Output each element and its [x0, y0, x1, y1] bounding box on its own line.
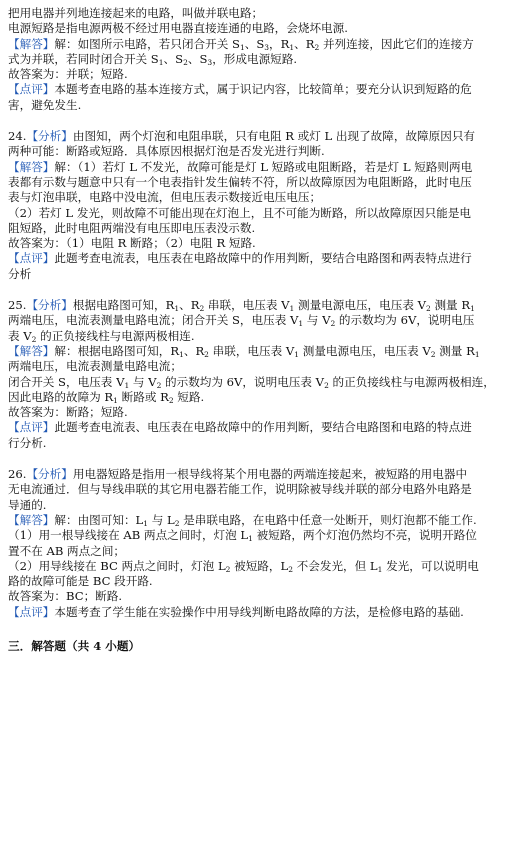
q25-analysis-line-2: 两端电压，电流表测量电路电流；闭合开关 S，电压表 $V_1$ 与 $V_2$ 的示数均为 6V，说明电压 [8, 313, 475, 329]
q23-final-answer: 故答案为：并联；短路. [8, 67, 128, 82]
intro-line-1: 把用电器并列地连接起来的电路，叫做并联电路； [8, 6, 264, 20]
comment-tag: 【点评】 [8, 251, 55, 266]
answer-tag: 【解答】 [8, 512, 55, 527]
comment-tag: 【点评】 [8, 82, 55, 97]
q26-analysis-line-1: 26.【分析】用电器短路是指用一根导线将某个用电器的两端连接起来，被短路的用电器中 [8, 467, 468, 482]
q26-answer-line-4: （2）用导线接在 BC 两点之间时，灯泡 $L_2$ 被短路，$L_2$ 不会发光，但 $L_1$ 发光，可以说明电 [8, 558, 479, 574]
q24-analysis-line-1: 24.【分析】由图知，两个灯泡和电阻串联，只有电阻 R 或灯 L 出现了故障，故障原因只有 [8, 129, 476, 144]
answer-tag: 【解答】 [8, 159, 55, 174]
q24-final-answer: 故答案为：（1）电阻 R 断路；（2）电阻 R 短路. [8, 236, 256, 251]
q25-comment-line-2: 行分析. [8, 435, 47, 450]
q25-analysis-line-1: 25.【分析】根据电路图可知，$R_1$、$R_2$ 串联，电压表 $V_1$ 测量电源电压，电压表 $V_2$ 测量 $R_1$ [8, 298, 475, 314]
q25-answer-line-4: 因此电路的故障为 $R_1$ 断路或 $R_2$ 短路. [8, 389, 205, 405]
q24-answer-line-4: （2）若灯 L 发光，则故障不可能出现在灯泡上，且不可能为断路，所以故障原因只能是电 [8, 205, 472, 220]
q26-final-answer: 故答案为：BC；断路. [8, 589, 123, 604]
q23-comment-line-2: 害，避免发生. [8, 97, 82, 112]
q24-comment-line-1: 【点评】此题考查电流表，电压表在电路故障中的作用判断，要结合电路图和两表特点进行 [8, 251, 472, 266]
q25-comment-line-1: 【点评】此题考查电流表、电压表在电路故障中的作用判断，要结合电路图和电路的特点进 [8, 420, 472, 435]
q26-comment-line-1: 【点评】本题考查了学生能在实验操作中用导线判断电路故障的方法，是检修电路的基础. [8, 604, 464, 619]
question-number: 25. [8, 298, 27, 313]
q26-answer-line-3: 置不在 AB 两点之间； [8, 543, 126, 558]
q25-answer-line-2: 两端电压，电流表测量电路电流； [8, 359, 182, 374]
q26-answer-line-2: （1）用一根导线接在 AB 两点之间时，灯泡 $L_1$ 被短路，两个灯泡仍然均不亮，说明开路位 [8, 528, 477, 544]
question-number: 26. [8, 467, 27, 482]
q25-final-answer: 故答案为：断路；短路. [8, 405, 128, 420]
comment-tag: 【点评】 [8, 604, 55, 619]
q23-comment-line-1: 【点评】本题考查电路的基本连接方式，属于识记内容，比较简单；要充分认识到短路的危 [8, 82, 472, 97]
q24-comment-line-2: 分析 [8, 266, 32, 281]
q26-answer-line-1: 【解答】解：由图可知：$L_1$ 与 $L_2$ 是串联电路，在电路中任意一处断开，则灯泡都不能工作. [8, 512, 477, 528]
q23-answer-line-2: 式为并联，若同时闭合开关 $S_1$、$S_2$、$S_3$，形成电源短路. [8, 51, 298, 67]
section-title: 三．解答题（共 4 小题） [8, 638, 141, 653]
q24-answer-line-1: 【解答】解：（1）若灯 L 不发光，故障可能是灯 L 短路或电阻断路，若是灯 L 短路则两电 [8, 159, 473, 174]
q23-answer-line-1: 【解答】解：如图所示电路，若只闭合开关 $S_1$、$S_3$，$R_1$、$R_2$ 并列连接，因此它们的连接方 [8, 36, 474, 52]
q24-answer-line-5: 阻短路，此时电阻两端没有电压即电压表没示数. [8, 220, 256, 235]
analysis-tag: 【分析】 [26, 129, 73, 144]
answer-tag: 【解答】 [8, 36, 55, 51]
q24-answer-line-2: 表都有示数与题意中只有一个电表指针发生偏转不符，所以故障原因为电阻断路，此时电压 [8, 174, 472, 189]
analysis-tag: 【分析】 [26, 298, 73, 313]
answer-tag: 【解答】 [8, 343, 55, 358]
q26-answer-line-5: 路的故障可能是 BC 段开路. [8, 574, 153, 589]
question-number: 24. [8, 129, 27, 144]
q26-analysis-line-2: 无电流通过．但与导线串联的其它用电器若能工作，说明除被导线并联的部分电路外电路是 [8, 482, 472, 497]
document-page [8, 6, 511, 654]
q25-answer-line-3: 闭合开关 S，电压表 $V_1$ 与 $V_2$ 的示数均为 6V，说明电压表 $V_2$ 的正负接线柱与电源两极相连， [8, 374, 495, 390]
q25-analysis-line-3: 表 $V_2$ 的正负接线柱与电源两极相连. [8, 328, 195, 344]
q24-analysis-line-2: 两种可能：断路或短路．具体原因根据灯泡是否发光进行判断. [8, 144, 325, 159]
q24-answer-line-3: 表与灯泡串联，电路中没电流，但电压表示数接近电压电压； [8, 190, 322, 205]
intro-line-2: 电源短路是指电源两极不经过用电器直接连通的电路，会烧坏电源. [8, 21, 348, 36]
comment-tag: 【点评】 [8, 420, 55, 435]
q25-answer-line-1: 【解答】解：根据电路图可知，$R_1$、$R_2$ 串联，电压表 $V_1$ 测量电源电压，电压表 $V_2$ 测量 $R_1$ [8, 343, 480, 359]
q26-analysis-line-3: 导通的. [8, 497, 47, 512]
analysis-tag: 【分析】 [26, 467, 73, 482]
